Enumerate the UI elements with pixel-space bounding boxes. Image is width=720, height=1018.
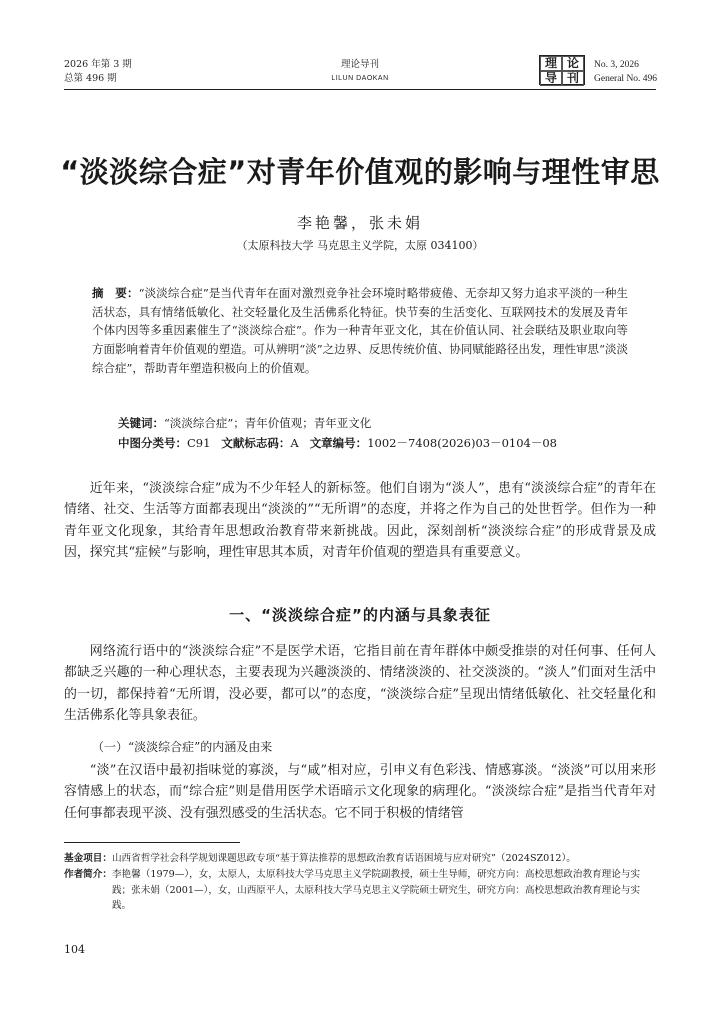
subsection-paragraph: “淡”在汉语中最初指味觉的寡淡，与“咸”相对应，引申义有色彩浅、情感寡淡。“淡淡”可以用来形容情感上的状态，而“综合症”则是借用医学术语暗示文化现象的病理化。“淡淡综合症”是指当代青年对任何事都表现平淡、没有强烈感受的生活状态。它不同于积极的情绪管 (64, 763, 656, 821)
footnote-rule (64, 842, 240, 843)
article-title: “淡淡综合症”对青年价值观的影响与理性审思 (60, 155, 660, 189)
keywords-text: “淡淡综合症”；青年价值观；青年亚文化 (164, 416, 372, 430)
logo-char: 论 (562, 56, 584, 71)
journal-name-cn: 理论导刊 (340, 59, 379, 70)
clc-label: 中图分类号： (118, 436, 187, 450)
header-journal (300, 58, 420, 86)
doc-code-value: A (290, 436, 299, 450)
keywords (118, 414, 371, 432)
article-no-value: 1002－7408(2026)03－0104－08 (367, 436, 557, 450)
clc-value: C91 (187, 436, 211, 450)
issue-line: 2026 年第 3 期 (64, 59, 132, 70)
logo-char: 导 (540, 71, 562, 86)
issue-en-general: General No. 496 (594, 74, 658, 84)
keywords-label: 关键词： (118, 416, 164, 430)
subsection-heading: （一）“淡淡综合症”的内涵及由来 (92, 740, 273, 754)
fund-label: 基金项目： (64, 853, 112, 864)
page-number: 104 (64, 943, 85, 956)
logo-char: 刊 (562, 71, 584, 86)
section-heading: 一、“淡淡综合症”的内涵与具象表征 (229, 606, 491, 624)
abstract-text: “淡淡综合症”是当代青年在面对激烈竞争社会环境时略带疲倦、无奈却又努力追求平淡的一种生活状态，具有情绪低敏化、社交轻量化及生活佛系化特征。快节奏的生活变化、互联网技术的发展及青年个体内因等多重因素催生了“淡淡综合症”。作为一种青年亚文化，其在价值认同、社会联结及职业取向等方面影响着青年价值观的塑造。可从辨明“淡”之边界、反思传统价值、协同赋能路径出发，理性审思“淡淡综合症”，帮助青年塑造积极向上的价值观。 (92, 286, 628, 375)
issue-total-line: 总第 496 期 (64, 73, 117, 84)
classification-line (118, 434, 557, 452)
header-issue-en (594, 58, 657, 86)
journal-logo (539, 55, 585, 85)
abstract-label: 摘 要： (92, 286, 139, 300)
doc-code-label: 文献标志码： (221, 436, 291, 450)
section-paragraph: 网络流行语中的“淡淡综合症”不是医学术语，它指目前在青年群体中颇受推崇的对任何事、任何人都缺乏兴趣的一种心理状态，主要表现为兴趣淡淡的、情绪淡淡的、社交淡淡的。“淡人”们面对生活中的一切，都保持着“无所谓，没必要，都可以”的态度，“淡淡综合症”呈现出情绪低敏化、社交轻量化和生活佛系化等具象表征。 (64, 644, 656, 723)
intro-paragraph: 近年来，“淡淡综合症”成为不少年轻人的新标签。他们自诩为“淡人”，患有“淡淡综合症”的青年在情绪、社交、生活等方面都表现出“淡淡的”“无所谓”的态度，并将之作为自己的处世哲学。但作为一种青年亚文化现象，其给青年思想政治教育带来新挑战。因此，深刻剖析“淡淡综合症”的形成背景及成因，探究其“症候”与影响，理性审思其本质，对青年价值观的塑造具有重要意义。 (64, 481, 656, 560)
issue-en-line: No. 3, 2026 (594, 60, 639, 70)
header-issue-cn (64, 58, 132, 86)
article-affiliation: （太原科技大学 马克思主义学院，太原 034100） (236, 239, 484, 252)
logo-char: 理 (540, 56, 562, 71)
author-bio-label: 作者简介： (64, 869, 112, 880)
footnote-fund (64, 851, 656, 867)
abstract (92, 284, 628, 378)
header-rule (64, 89, 656, 90)
article-authors: 李艳馨，张未娟 (296, 214, 423, 232)
author-bio-text: 李艳馨（1979—），女，太原人，太原科技大学马克思主义学院副教授，硕士生导师，研究方向：高校思想政治教育理论与实践；张未娟（2001—），女，山西原平人，太原科技大学马克思主义学院硕士研究生，研究方向：高校思想政治教育理论与实践。 (111, 869, 641, 911)
footnote-author (64, 867, 656, 914)
article-no-label: 文章编号： (309, 436, 368, 450)
fund-text: 山西省哲学社会科学规划课题思政专项“基于算法推荐的思想政治教育话语困境与应对研究”（2024SZ012）。 (111, 853, 576, 864)
journal-name-en: LILUN DAOKAN (331, 75, 389, 82)
